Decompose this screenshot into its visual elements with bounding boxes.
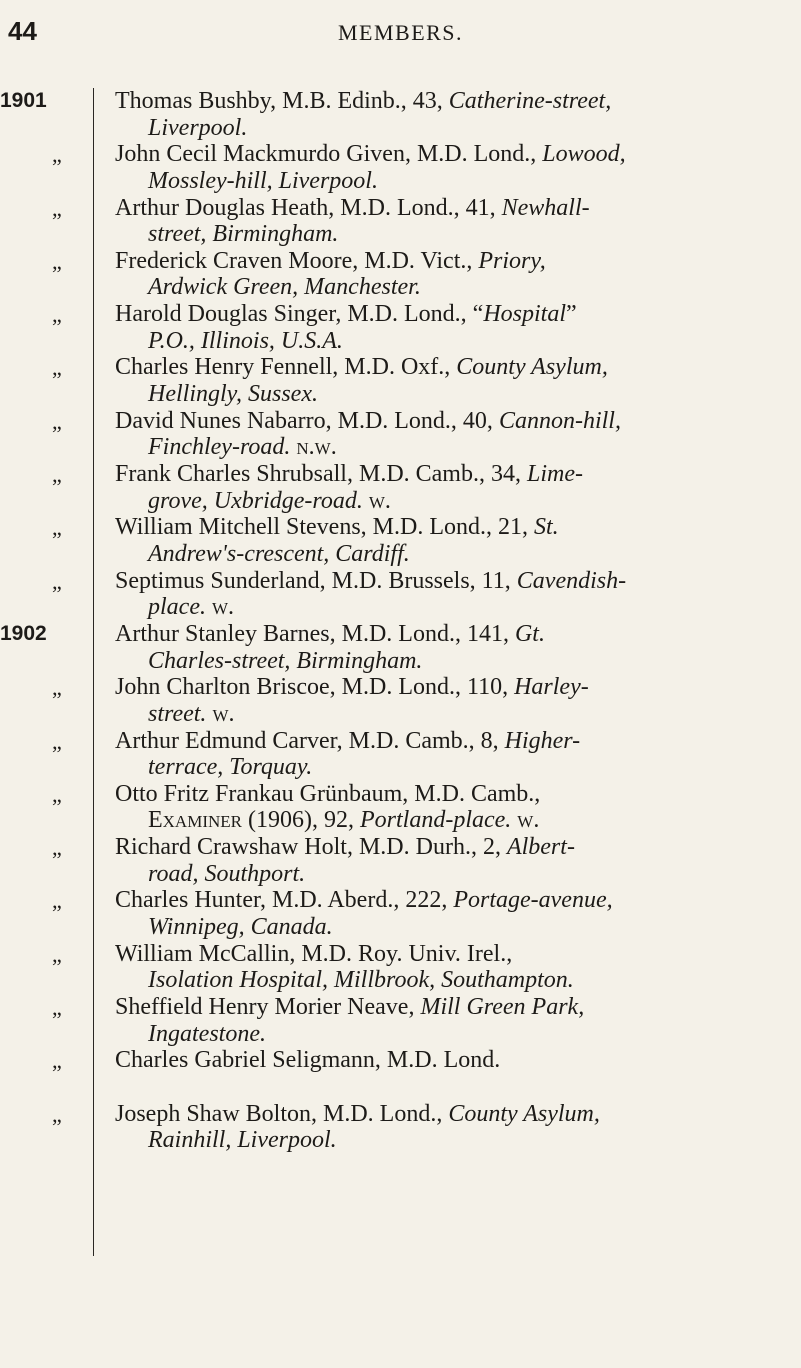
entry-year: „ (52, 142, 62, 168)
text-segment: Portland-place. (359, 807, 512, 834)
text-segment: Mill Green Park, (420, 994, 585, 1021)
text-segment: P.O., Illinois, U.S.A. (148, 327, 343, 354)
entry-continuation (115, 914, 780, 941)
entry-year: „ (52, 941, 62, 967)
member-entry (0, 621, 801, 674)
text-segment: Ardwick Green, Manchester. (148, 274, 421, 301)
entry-text (115, 514, 780, 567)
entry-line (115, 408, 780, 435)
text-segment: Harold Douglas Singer, M.D. Lond., “ (115, 301, 484, 328)
text-segment: street, Birmingham. (148, 221, 339, 248)
entry-text (115, 88, 780, 141)
entry-text (115, 301, 780, 354)
member-entry (0, 88, 801, 141)
member-entry (0, 568, 801, 621)
entry-line (115, 1047, 780, 1074)
entry-text (115, 354, 780, 407)
text-segment: St. (534, 514, 559, 541)
running-head: MEMBERS. (337, 20, 464, 45)
entry-text (115, 994, 780, 1047)
text-segment: ” (566, 301, 577, 328)
entry-line (115, 1101, 780, 1128)
text-segment: Hellingly, Sussex. (148, 381, 318, 408)
member-entry (0, 887, 801, 940)
entry-text (115, 195, 780, 248)
text-segment: William Mitchell Stevens, M.D. Lond., 21, (115, 514, 534, 541)
entry-continuation (115, 488, 780, 515)
text-segment: Arthur Edmund Carver, M.D. Camb., 8, (115, 727, 505, 754)
text-segment: Higher- (504, 727, 581, 754)
member-entry (0, 354, 801, 407)
text-segment: Thomas Bushby, M.B. Edinb., 43, (115, 88, 449, 114)
entry-continuation (115, 861, 780, 888)
text-segment: County Asylum, (456, 354, 608, 381)
member-entry (0, 728, 801, 781)
entry-line (115, 887, 780, 914)
text-segment: Charles Henry Fennell, M.D. Oxf., (115, 354, 457, 381)
entry-year: „ (52, 462, 62, 488)
text-segment: w. (362, 487, 391, 514)
member-entry (0, 994, 801, 1047)
entry-year: „ (52, 248, 62, 274)
entry-text (115, 1047, 780, 1074)
text-segment: n.w. (290, 434, 337, 461)
entry-line (115, 248, 780, 275)
text-segment: w. (205, 594, 235, 621)
text-segment: Newhall- (501, 194, 590, 221)
text-segment: Cavendish- (516, 567, 627, 594)
text-segment: County Asylum, (448, 1100, 600, 1127)
entry-line (115, 88, 780, 115)
text-segment: Gt. (514, 620, 545, 647)
entry-year: „ (52, 675, 62, 701)
text-segment: w. (511, 807, 540, 834)
entry-continuation (115, 967, 780, 994)
text-segment: Hospital (483, 301, 567, 328)
text-segment: Arthur Stanley Barnes, M.D. Lond., 141, (115, 620, 515, 647)
page-number: 44 (8, 16, 37, 46)
text-segment: Portage-avenue, (453, 887, 613, 914)
member-entry (0, 408, 801, 461)
text-segment: Catherine-street, (448, 88, 612, 114)
entry-continuation (115, 381, 780, 408)
text-segment: street. (148, 700, 207, 727)
text-segment: Liverpool. (148, 114, 248, 141)
text-segment: Albert- (506, 834, 575, 861)
entry-continuation (115, 168, 780, 195)
text-segment: Cannon-hill, (498, 407, 621, 434)
entry-continuation (115, 1021, 780, 1048)
text-segment: Charles-street, Birmingham. (148, 647, 423, 674)
text-segment: w. (206, 700, 235, 727)
member-entry (0, 514, 801, 567)
member-entry (0, 248, 801, 301)
entry-continuation (115, 648, 780, 675)
text-segment: Isolation Hospital, Millbrook, Southampton. (148, 967, 574, 994)
text-segment: Joseph Shaw Bolton, M.D. Lond., (115, 1100, 449, 1127)
text-segment: Winnipeg, Canada. (148, 914, 333, 941)
text-segment: Septimus Sunderland, M.D. Brussels, 11, (115, 567, 517, 594)
text-segment: John Charlton Briscoe, M.D. Lond., 110, (115, 674, 515, 701)
entry-continuation (115, 807, 780, 834)
entry-text (115, 941, 780, 994)
entry-line (115, 994, 780, 1021)
text-segment: William McCallin, M.D. Roy. Univ. Irel., (115, 940, 513, 967)
entry-continuation (115, 274, 780, 301)
text-segment: Priory, (478, 247, 546, 274)
text-segment: place. (148, 594, 206, 621)
text-segment: Arthur Douglas Heath, M.D. Lond., 41, (115, 194, 502, 221)
entry-year: „ (52, 515, 62, 541)
entry-continuation (115, 754, 780, 781)
entry-year: „ (52, 195, 62, 221)
member-entry (0, 461, 801, 514)
text-segment: Harley- (514, 674, 589, 701)
entry-year: „ (52, 781, 62, 807)
text-segment: Charles Gabriel Seligmann, M.D. Lond. (115, 1047, 501, 1074)
entry-year: „ (52, 302, 62, 328)
entry-text (115, 834, 780, 887)
member-entry (0, 195, 801, 248)
text-segment: Otto Fritz Frankau Grünbaum, M.D. Camb., (115, 780, 541, 807)
entry-continuation (115, 115, 780, 142)
entry-line (115, 568, 780, 595)
text-segment: Rainhill, Liverpool. (148, 1127, 337, 1154)
entry-line (115, 728, 780, 755)
entry-year: „ (52, 888, 62, 914)
member-entry (0, 141, 801, 194)
entry-text (115, 248, 780, 301)
member-entry (0, 941, 801, 994)
text-segment: Ingatestone. (148, 1020, 266, 1047)
entry-year: 1902 (0, 621, 47, 645)
entry-text (115, 781, 780, 834)
entry-text (115, 728, 780, 781)
entry-text (115, 568, 780, 621)
entry-year: „ (52, 1101, 62, 1127)
text-segment: Andrew's-crescent, Cardiff. (148, 540, 410, 567)
entry-year: „ (52, 1048, 62, 1074)
entry-continuation (115, 434, 780, 461)
entry-continuation (115, 328, 780, 355)
member-entry (0, 1047, 801, 1100)
entry-year: 1901 (0, 89, 47, 112)
text-segment: road, Southport. (148, 860, 306, 887)
entry-continuation (115, 1127, 780, 1154)
entry-text (115, 887, 780, 940)
text-segment: terrace, Torquay. (148, 754, 313, 781)
entry-continuation (115, 541, 780, 568)
entry-line (115, 461, 780, 488)
entry-line (115, 621, 780, 648)
text-segment: Finchley-road. (148, 434, 291, 461)
text-segment: Frederick Craven Moore, M.D. Vict., (115, 247, 479, 274)
entry-text (115, 461, 780, 514)
entry-text (115, 621, 780, 674)
text-segment: Lowood, (542, 141, 626, 168)
text-segment: Frank Charles Shrubsall, M.D. Camb., 34, (115, 461, 527, 488)
entry-line (115, 674, 780, 701)
entry-year: „ (52, 355, 62, 381)
text-segment: Lime- (526, 461, 583, 488)
text-segment: John Cecil Mackmurdo Given, M.D. Lond., (115, 141, 543, 168)
member-entry (0, 781, 801, 834)
member-entry (0, 301, 801, 354)
entry-continuation (115, 594, 780, 621)
text-segment: (1906), 92, (242, 807, 360, 834)
entry-line (115, 195, 780, 222)
entry-text (115, 674, 780, 727)
entry-year: „ (52, 995, 62, 1021)
text-segment: Richard Crawshaw Holt, M.D. Durh., 2, (115, 834, 507, 861)
entry-text (115, 141, 780, 194)
text-segment: Examiner (148, 807, 242, 834)
entry-line (115, 941, 780, 968)
entry-year: „ (52, 835, 62, 861)
entry-line (115, 781, 780, 808)
text-segment: grove, Uxbridge-road. (148, 487, 363, 514)
text-segment: Charles Hunter, M.D. Aberd., 222, (115, 887, 454, 914)
entry-line (115, 514, 780, 541)
text-segment: Mossley-hill, Liverpool. (148, 167, 378, 194)
entry-line (115, 834, 780, 861)
entry-continuation (115, 701, 780, 728)
entry-year: „ (52, 728, 62, 754)
entry-line (115, 301, 780, 328)
entry-continuation (115, 221, 780, 248)
entry-year: „ (52, 408, 62, 434)
member-entry (0, 834, 801, 887)
member-entry (0, 1101, 801, 1154)
entry-line (115, 354, 780, 381)
entry-text (115, 408, 780, 461)
entry-text (115, 1101, 780, 1154)
member-entry (0, 674, 801, 727)
entry-line (115, 141, 780, 168)
entry-year: „ (52, 568, 62, 594)
member-list (0, 88, 801, 1154)
text-segment: David Nunes Nabarro, M.D. Lond., 40, (115, 407, 499, 434)
text-segment: Sheffield Henry Morier Neave, (115, 994, 421, 1021)
